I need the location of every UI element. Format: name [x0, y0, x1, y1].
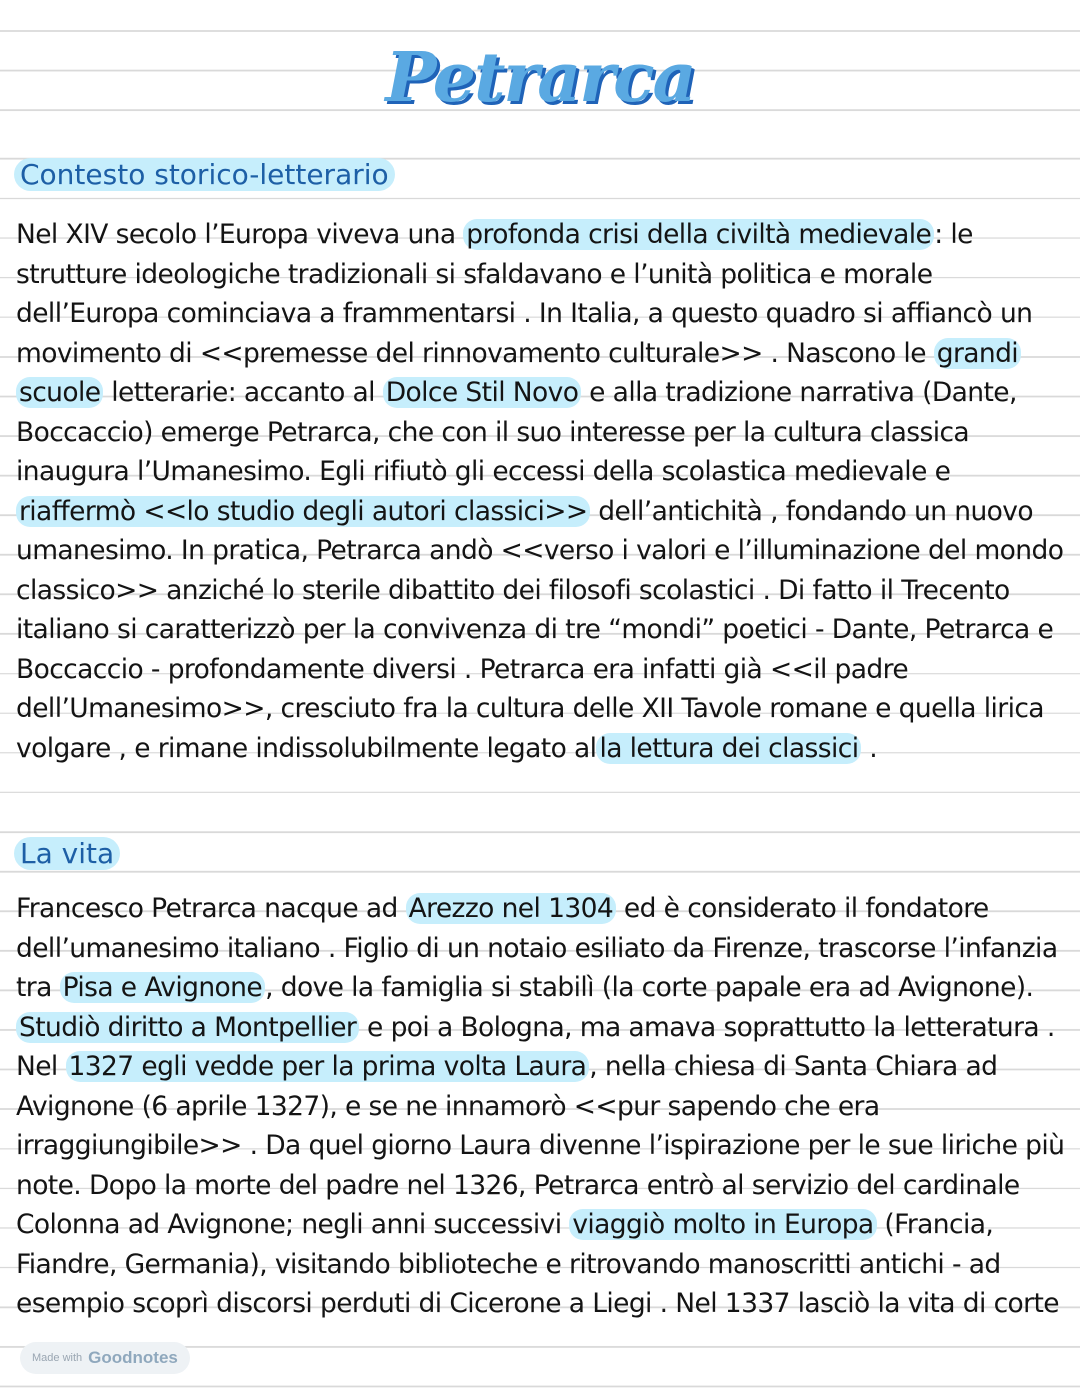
text-run: Francesco Petrarca nacque ad	[16, 893, 406, 924]
goodnotes-badge[interactable]	[20, 1342, 190, 1374]
highlighted-text: riaffermò <<lo studio degli autori classici>>	[16, 496, 590, 527]
highlighted-text: viaggiò molto in Europa	[569, 1209, 876, 1240]
text-run: , nella chiesa di Santa Chiara ad Avignone (6 aprile 1327), e se ne innamorò <<pur sapendo che era irraggiungibile>> . Da quel giorno Laura divenne l’ispirazione per le sue liriche più note. Dopo la morte del padre nel 1326, Petrarca entrò al servizio del cardinale Colonna ad Avignone; negli anni successivi	[16, 1051, 1065, 1240]
highlighted-text: la lettura dei classici	[596, 733, 861, 764]
section-paragraph-contesto	[16, 215, 1068, 768]
highlighted-text: Studiò diritto a Montpellier	[16, 1012, 359, 1043]
highlighted-text: Pisa e Avignone	[60, 972, 266, 1003]
goodnotes-logo: Goodnotes	[88, 1348, 178, 1367]
highlighted-text: profonda crisi della civiltà medievale	[463, 219, 934, 250]
highlighted-text: grandi scuole	[16, 338, 1021, 409]
text-run: ed è considerato il fondatore dell’umanesimo italiano . Figlio di un notaio esiliato da Firenze, trascorse l’infanzia tra	[16, 893, 1058, 1003]
highlighted-text: Arezzo nel 1304	[406, 893, 617, 924]
section-heading-label: La vita	[14, 837, 120, 870]
text-run: e poi a Bologna, ma amava soprattutto la letteratura . Nel	[16, 1011, 1055, 1082]
section-paragraph-vita	[16, 889, 1068, 1324]
page-title: Petrarca	[385, 38, 695, 118]
made-with-label: Made with	[32, 1352, 83, 1364]
text-run: : le strutture ideologiche tradizionali si sfaldavano e l’unità politica e morale dell’Europa cominciava a frammentarsi . In Italia, a questo quadro si affiancò un movimento di <<premesse del rinnovamento culturale>> . Nascono le	[16, 219, 1033, 369]
text-run: , dove la famiglia si stabilì (la corte papale era ad Avignone).	[265, 972, 1034, 1003]
text-run: .	[861, 732, 878, 764]
section-heading-contesto	[14, 157, 395, 193]
highlighted-text: Dolce Stil Novo	[383, 377, 582, 408]
text-run: (Francia, Fiandre, Germania), visitando biblioteche e ritrovando manoscritti antichi - ad esempio scoprì discorsi perduti di Cicerone a Liegi . Nel 1337 lasciò la vita di corte	[16, 1209, 1059, 1319]
text-run: Nel XIV secolo l’Europa viveva una	[16, 219, 464, 250]
text-run: dell’antichità , fondando un nuovo umanesimo. In pratica, Petrarca andò <<verso i valori e l’illuminazione del mondo classico>> anziché lo sterile dibattito dei filosofi scolastici . Di fatto il Trecento italiano si caratterizzò per la convivenza di tre “mondi” poetici - Dante, Petrarca e Boccaccio - profondamente diversi . Petrarca era infatti già <<il padre dell’Umanesimo>>, cresciuto fra la cultura delle XII Tavole romane e quella lirica volgare , e rimane indissolubilmente legato al	[16, 495, 1064, 764]
text-run: letterarie: accanto al	[103, 377, 383, 408]
section-heading-vita	[14, 836, 120, 872]
section-heading-label: Contesto storico-letterario	[14, 158, 395, 191]
highlighted-text: 1327 egli vedde per la prima volta Laura	[66, 1051, 590, 1082]
text-run: e alla tradizione narrativa (Dante, Boccaccio) emerge Petrarca, che con il suo interesse per la cultura classica inaugura l’Umanesimo. Egli rifiutò gli eccessi della scolastica medievale e	[16, 377, 1017, 487]
